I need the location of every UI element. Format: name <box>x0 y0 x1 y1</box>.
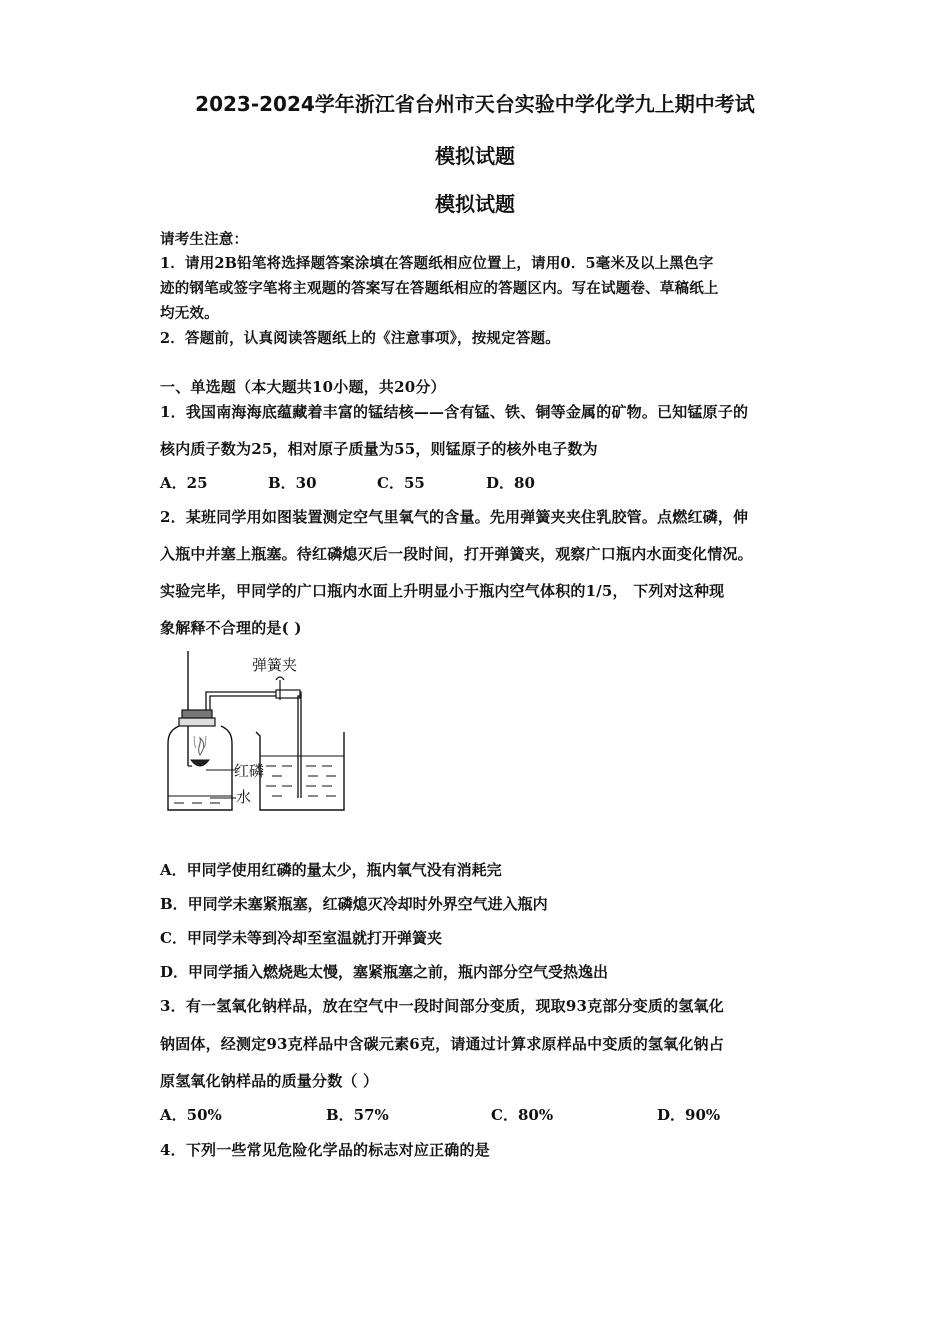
question-4-text: 4．下列一些常见危险化学品的标志对应正确的是 <box>160 1141 490 1159</box>
notice-line: 均无效。 <box>160 305 219 322</box>
section-heading: 一、单选题（本大题共10小题，共20分） <box>160 378 446 396</box>
exam-title-line1: 2023-2024学年浙江省台州市天台实验中学化学九上期中考试 <box>195 92 755 116</box>
notice-line: 迹的钢笔或签字笔将主观题的答案写在答题纸相应的答题区内。写在试题卷、草稿纸上 <box>160 280 719 297</box>
notice-line: 1．请用2B铅笔将选择题答案涂填在答题纸相应位置上，请用0．5毫米及以上黑色字 <box>160 255 714 272</box>
beaker <box>256 732 344 810</box>
q2-option-d: D．甲同学插入燃烧匙太慢，塞紧瓶塞之前，瓶内部分空气受热逸出 <box>160 963 609 981</box>
question-3-text: 3．有一氢氧化钠样品，放在空气中一段时间部分变质，现取93克部分变质的氢氧化 <box>160 997 724 1015</box>
q3-option-b: B．57% <box>326 1106 389 1124</box>
question-2-text: 2．某班同学用如图装置测定空气里氧气的含量。先用弹簧夹夹住乳胶管。点燃红磷，伸 <box>160 508 749 526</box>
notice-heading: 请考生注意： <box>160 231 249 248</box>
flame-icon <box>199 738 204 755</box>
q2-option-a: A．甲同学使用红磷的量太少，瓶内氧气没有消耗完 <box>160 861 502 879</box>
tube-left <box>206 692 276 710</box>
question-2-text: 象解释不合理的是( ) <box>160 619 302 637</box>
q2-option-c: C．甲同学未等到冷却至室温就打开弹簧夹 <box>160 929 442 947</box>
exam-title-line2: 模拟试题 <box>435 144 515 168</box>
q3-option-d: D．90% <box>657 1106 721 1124</box>
question-1-text: 1．我国南海海底蕴藏着丰富的锰结核——含有锰、铁、铜等金属的矿物。已知锰原子的 <box>160 403 749 421</box>
question-3-text: 原氢氧化钠样品的质量分数（ ） <box>160 1072 379 1090</box>
bottle-neck <box>179 718 215 726</box>
notice-line: 2．答题前，认真阅读答题纸上的《注意事项》，按规定答题。 <box>160 330 560 347</box>
question-2-text: 实验完毕，甲同学的广口瓶内水面上升明显小于瓶内空气体积的1/5， 下列对这种现 <box>160 582 725 600</box>
question-3-text: 钠固体，经测定93克样品中含碳元素6克，请通过计算求原样品中变质的氢氧化钠占 <box>160 1035 724 1053</box>
q2-option-b: B．甲同学未塞紧瓶塞，红磷熄灭冷却时外界空气进入瓶内 <box>160 895 548 913</box>
q1-option-b: B．30 <box>268 474 317 492</box>
label-water: 水 <box>236 788 252 806</box>
tube-right <box>300 692 301 798</box>
q3-option-c: C．80% <box>491 1106 554 1124</box>
question-2-text: 入瓶中并塞上瓶塞。待红磷熄灭后一段时间，打开弹簧夹，观察广口瓶内水面变化情况。 <box>160 545 753 563</box>
exam-title-line3: 模拟试题 <box>435 192 515 216</box>
question-1-text: 核内质子数为25，相对原子质量为55，则锰原子的核外电子数为 <box>160 440 598 458</box>
q1-option-d: D．80 <box>486 474 535 492</box>
q1-option-c: C．55 <box>377 474 425 492</box>
q1-option-a: A．25 <box>160 474 208 492</box>
q3-option-a: A．50% <box>160 1106 222 1124</box>
label-phosphorus: 红磷 <box>234 762 265 780</box>
apparatus-diagram <box>160 648 360 818</box>
label-clamp: 弹簧夹 <box>252 656 298 674</box>
apparatus-figure <box>160 648 360 818</box>
combustion-spoon <box>191 760 209 766</box>
